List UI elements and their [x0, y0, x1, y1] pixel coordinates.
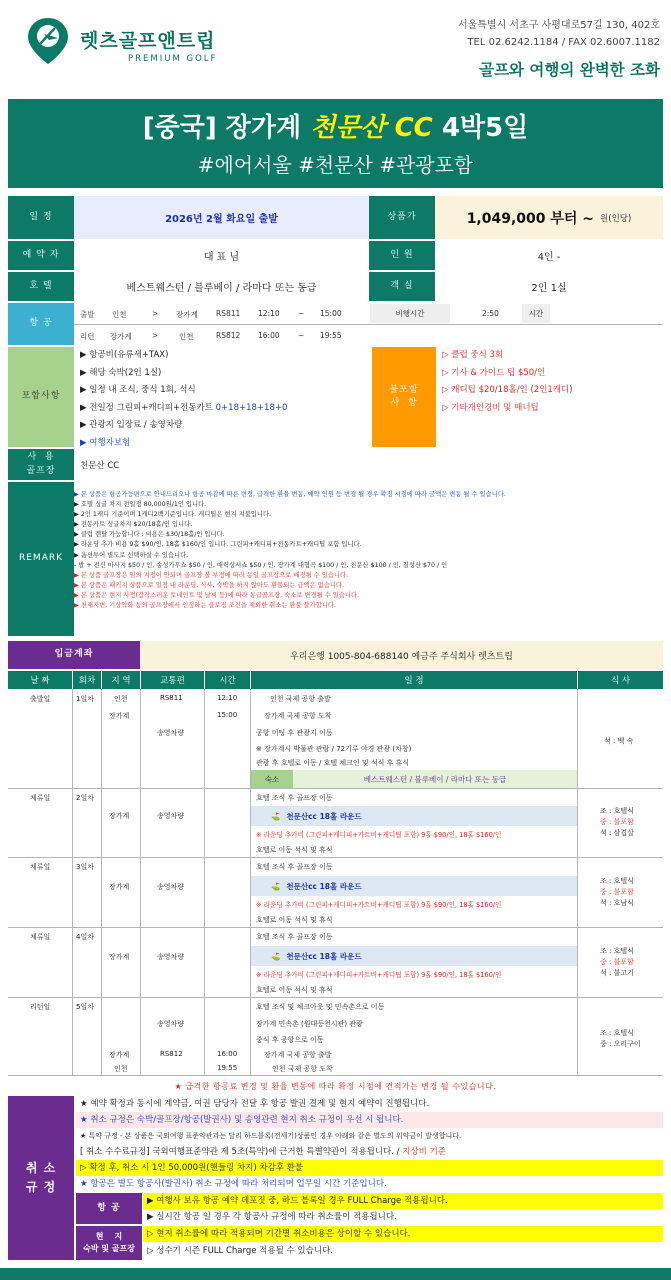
inclusions-list: [80, 347, 287, 452]
remark-item: ▶ 본 상품은 패키지 상품으로 일정 내 라운딩, 식사, 숙박을 하지 않아도 환불되는 금액은 없습니다.: [74, 581, 345, 589]
stay-label: 숙소: [251, 770, 293, 788]
schedule-line: 중식 후 공항으로 이동: [256, 1036, 324, 1044]
schedule-line: 장가계 국제 공항 출발: [264, 1051, 332, 1059]
title-part: 4박5일: [432, 113, 529, 143]
day-region: 장가계: [109, 953, 130, 961]
exclusion-item: ▷ 기사 & 가이드 팁 $50/인: [442, 367, 546, 378]
slogan: 골프와 여행의 완벽한 조화: [479, 61, 660, 79]
meal-item: 조 : 호텔식: [600, 947, 634, 955]
golf-flag-icon: ⛳: [271, 951, 281, 961]
schedule-line: ※ 라운딩 추가비 (그린피+캐디피+카트비+캐디팁 포함) 9홀 $90/인, 18홀 $160/인: [256, 971, 502, 979]
day-number: 4일차: [76, 933, 94, 941]
day-meal: [600, 876, 634, 909]
golf-round-text: 천문산cc 18홀 라운드: [286, 881, 362, 891]
divider: [8, 788, 663, 789]
day-date: 체류일: [30, 863, 51, 871]
divider: [204, 689, 205, 1076]
divider: [140, 689, 141, 1076]
flight-number: RS812: [216, 331, 241, 340]
divider: [8, 857, 663, 858]
cancel-rule: ★ 예약 확정과 동시에 계약금, 여권 담당자 전달 후 항공 발권 결제 및 현지 예약이 진행됩니다.: [80, 1099, 430, 1109]
schedule-line: 호텔 조식 후 골프장 이동: [256, 794, 333, 802]
exclusions-list: [442, 347, 573, 417]
schedule-line: ※ 라운딩 추가비 (그린피+캐디피+카트비+캐디팁 포함) 9홀 $90/인, 18홀 $160/인: [256, 831, 502, 839]
title-part: [중국] 장가계: [142, 113, 311, 143]
cancel-label: 취 소 규 정: [8, 1096, 74, 1260]
remark-item: ▶ 클럽 렌탈 가능합니다 : 비용은 $30/18홀/인 입니다.: [74, 531, 225, 539]
remark-item: ▶ 2인 1캐디 기준이며 1캐디2백기준입니다. 캐디팁은 현지 지불입니다.: [74, 511, 272, 519]
day-region: 장가계: [109, 883, 130, 891]
day-time: 12:10: [217, 694, 238, 702]
cancel-rule: ★ 취소 규정은 숙박/골프장/항공(발권사) 및 송영관련 현지 취소 규정이 우선 시 됩니다.: [76, 1112, 663, 1128]
day-meal: [600, 806, 634, 839]
day-date: 출발일: [30, 695, 51, 703]
flight-to: 장가계: [176, 310, 198, 319]
remark-item: ▶ 전동카트 싱글차지 $20/18홀/인 입니다.: [74, 521, 193, 529]
flight-arrow: >: [152, 309, 159, 318]
flight-arrival: 15:00: [320, 309, 342, 318]
price-unit: 원(인당): [600, 213, 632, 224]
flight-departure: 16:00: [258, 331, 280, 340]
booker-label: 예 약 자: [8, 241, 74, 270]
remark-item: ▶ 본 상품 골프장은 임의 지정이 안되며 골프장 볼 부정에 따라 동일 골프장으로 배정될 수 있습니다.: [74, 571, 349, 579]
meal-item: 석 : 호남식: [600, 899, 634, 907]
col-schedule: 일 정: [251, 671, 577, 689]
col-meal: 식 사: [578, 671, 663, 689]
flight-dash: ~: [298, 331, 305, 340]
price-cell: [435, 196, 663, 239]
remark-item: ▶ 천재지변, 기상악화 등의 골프장에서 인정하는 클로징 조건을 제외한 취소는 환불 불가합니다.: [74, 602, 337, 610]
golf-pin-logo-icon: [22, 14, 74, 66]
col-region: 지 역: [102, 671, 140, 689]
remark-item: - 발 + 전신 마사지 $50 / 인, 송성가무쇼 $50 / 인, 매력상서쇼 $50 / 인, 장가계 대협곡 $100 / 인, 천문산 $100 / 인, 칠성산 $70 / 인: [74, 561, 448, 569]
cancel-rule: ★ 항공은 별도 항공사(발권사) 취소 규정에 따라 처리되며 업무일 시간 기준입니다.: [80, 1179, 387, 1189]
exclusion-item: ▷ 기타개인경비 및 매너팁: [442, 402, 539, 413]
schedule-line: ※ 장가계시 박물관 관람 / 72기루 야경 관광 (차창): [256, 745, 412, 753]
golf-round-text: 천문산cc 18홀 라운드: [286, 811, 362, 821]
schedule-line: 호텔로 이동 석식 및 휴식: [256, 846, 333, 854]
booker-value: 대 표 님: [203, 252, 240, 263]
flight-departure: 12:10: [258, 309, 280, 318]
day-time: 19:55: [217, 1064, 238, 1072]
people-label: 인 원: [369, 241, 435, 270]
col-time: 시간: [205, 671, 250, 689]
divider: [101, 689, 102, 1076]
room-label: 객 실: [369, 272, 435, 301]
day-transport: 송영차량: [157, 1020, 185, 1028]
inclusion-item: ▶ 해당 숙박(2인 1실): [80, 367, 162, 378]
bank-account: 우리은행 1005-804-688140 예금주 주식회사 렛츠트립: [140, 641, 663, 669]
room-value: 2인 1실: [531, 283, 567, 294]
schedule-line: ※ 라운딩 추가비 (그린피+캐디피+카트비+캐디팁 포함) 9홀 $90/인, 18홀 $160/인: [256, 901, 502, 909]
schedule-line: 공항 미팅 후 관광지 이동: [256, 729, 333, 737]
day-number: 5일차: [76, 1003, 94, 1011]
exclusion-item: ▷ 캐디팁 $20/18홀/인 (2인1캐디): [442, 385, 573, 395]
divider: [74, 324, 663, 325]
golf-flag-icon: ⛳: [271, 881, 281, 891]
remark-item: ▶ 호텔 싱글 차지 전일정 80,000원/1인 입니다.: [74, 501, 207, 509]
page-header: [0, 0, 671, 98]
col-day: 회차: [73, 671, 101, 689]
divider: [8, 997, 663, 998]
flight-number: RS811: [216, 309, 241, 318]
inclusion-item: ▶ 여행자보험: [80, 437, 131, 448]
stay-hotels: 베스트웨스턴 / 블루베이 / 라마다 또는 동급: [293, 770, 577, 788]
divider: [72, 689, 73, 1076]
flight-to: 인천: [179, 332, 194, 341]
flight-type: 출발: [80, 310, 95, 319]
air-rule: ▶ 여행사 보유 항공 예약 데포짓 중, 하드 블록일 경우 FULL Charge 적용됩니다.: [143, 1193, 663, 1209]
greenfee-text: ▶ 전일정 그린피+캐디피+전동카트: [80, 402, 216, 413]
day-meal: 석 : 백 숙: [604, 737, 634, 745]
flight-from: 장가계: [110, 332, 132, 341]
price-change-note: ★ 급격한 항공료 변경 및 환율 변동에 따라 확정 시점에 견적가는 변경 될 수있습니다.: [174, 1082, 497, 1091]
day-region: 장가계: [109, 812, 130, 820]
footer-bar: [0, 1268, 671, 1280]
divider: [577, 689, 578, 1076]
day-transport: 송영차량: [157, 883, 185, 891]
departure-value: 2026년 2월 화요일 출발: [74, 196, 369, 239]
meal-item: 석 : 불고기: [600, 969, 634, 977]
remark-item: ▶ 본 상품은 항공가능편으로 안내드리오나 항공 마감에 따른 변경, 급격한 환율 변동, 예약 인원 등 변경 될 경우 확정 시점에 따라 금액은 변동 될 수 있습니다.: [74, 491, 506, 498]
course-label: 사 용 골프장: [8, 449, 74, 480]
brand-name: 렛츠골프앤트립: [80, 30, 216, 52]
company-address: 서울특별시 서초구 사평대로57길 130, 402호: [457, 20, 660, 31]
schedule-line: 호텔 조식 후 골프장 이동: [256, 863, 333, 871]
product-tags: #에어서울 #천문산 #관광포함: [197, 153, 474, 177]
meal-item: 중 : 불포함: [600, 818, 634, 826]
golf-round: [251, 806, 577, 826]
hotel-value: 베스트웨스턴 / 블루베이 / 라마다 또는 동급: [126, 283, 317, 294]
flight-time-value: 2:50: [482, 309, 499, 318]
flight-arrival: 19:55: [320, 331, 342, 340]
brand-subtitle: PREMIUM GOLF: [128, 54, 218, 64]
golf-round: [251, 946, 577, 966]
remark-item: ▶ 라운딩 추가 비용 9홀 $90/인, 18홀 $160/인 입니다. 그린피+캐디피+전동카트+캐디팁 포함 입니다.: [74, 541, 362, 549]
schedule-line: 호텔 조식 후 골프장 이동: [256, 933, 333, 941]
day-date: 체류일: [30, 933, 51, 941]
day-number: 1일차: [76, 695, 94, 703]
schedule-line: 인천 국제 공항 출발: [270, 695, 331, 703]
flight-time-label: 비행시간: [370, 304, 450, 323]
day-region: 장가계: [109, 712, 130, 720]
cancel-rule-basis: 지상비 기준: [402, 1147, 446, 1157]
meal-item: 중 : 불포함: [600, 958, 634, 966]
cancel-rule: ▷ 확정 후, 취소 시 1인 50,000원(핸들링 차지) 차감후 환불: [76, 1160, 663, 1176]
day-transport: 송영차량: [157, 729, 185, 737]
remark-label: REMARK: [8, 482, 74, 636]
day-region: 인천: [114, 1065, 128, 1073]
divider: [8, 927, 663, 928]
day-meal: [600, 1028, 641, 1050]
flight-dash: ~: [298, 309, 305, 318]
day-meal: [600, 946, 634, 979]
remark-item: ▶ 옵션투어 별도로 선택하실 수 있습니다.: [74, 551, 189, 559]
inclusion-item: ▶ 관광지 입장료 / 송영차량: [80, 420, 183, 430]
col-date: 날 짜: [8, 671, 72, 689]
schedule-line: 호텔로 이동 석식 및 휴식: [256, 916, 333, 924]
day-transport: RS812: [160, 1050, 183, 1058]
flight-label: 항 공: [8, 303, 74, 345]
air-label: 항 공: [76, 1193, 142, 1224]
schedule-line: 호텔 조식 및 체크아웃 및 민속촌으로 이동: [256, 1003, 385, 1011]
departure-label: 일 정: [8, 196, 74, 239]
remark-item: ▶ 본 상품은 현지 사정(갑작스러운 토네인트 및 날씨 등)에 따라 동급골프장, 숙소로 변경될 수 있습니다.: [74, 591, 360, 599]
local-label: 현 지 숙박 및 골프장: [76, 1226, 142, 1260]
bank-label: 입금계좌: [8, 641, 140, 669]
product-title: [8, 107, 663, 144]
inclusions-label: 포함사항: [8, 347, 74, 447]
schedule-line: 장가계 민속촌 (원대등천시관) 관광: [256, 1020, 363, 1028]
exclusions-label: 불포함 사 항: [372, 347, 436, 447]
meal-item: 조 : 호텔식: [600, 1029, 634, 1037]
day-transport: RS811: [160, 694, 183, 702]
price-label: 상품가: [369, 196, 435, 239]
day-number: 2일차: [76, 794, 94, 802]
flight-type: 리턴: [80, 332, 95, 341]
hour-label: 시간: [522, 304, 550, 323]
day-region: 장가계: [109, 1051, 130, 1059]
meal-item: 조 : 호텔식: [600, 807, 634, 815]
local-rule: ▷ 성수기 시즌 FULL Charge 적용될 수 있습니다.: [147, 1246, 333, 1256]
schedule-line: 호텔로 이동 석식 및 휴식: [256, 986, 333, 994]
cancel-rule: ★ 특약 규정 - 본 상품은 국외여행 표준약관과는 달리 하드블록(전세기)상품인 경우 아래와 같은 별도의 위약금이 발생합니다.: [80, 1132, 462, 1140]
day-region: 인천: [114, 695, 128, 703]
day-number: 3일차: [76, 863, 94, 871]
price-value: 1,049,000 부터 ~: [466, 210, 595, 227]
golf-round-text: 천문산cc 18홀 라운드: [286, 951, 362, 961]
cancel-rule-text: [ 취소 수수료규정] 국외여행표준약관 제 5조(특약)에 근거한 특별약관이 적용됩니다. /: [80, 1147, 403, 1157]
flight-arrow: >: [152, 331, 159, 340]
air-rule: ▶ 실시간 항공 일 경우 각 항공사 규정에 따라 취소률이 적용됩니다.: [147, 1212, 397, 1222]
meal-item: 중 : 불포함: [600, 888, 634, 896]
local-rule: ▷ 현지 취소률에 따라 적용되며 기간별 취소비용은 상이할 수 있습니다.: [143, 1226, 663, 1242]
hotel-label: 호 텔: [8, 272, 74, 301]
course-value: 천문산 CC: [80, 460, 120, 471]
day-time: 16:00: [217, 1050, 238, 1058]
schedule-line: 장가계 국제 공항 도착: [264, 712, 332, 720]
divider: [8, 1075, 663, 1076]
day-transport: 송영차량: [157, 953, 185, 961]
day-transport: 송영차량: [157, 812, 185, 820]
day-date: 체류일: [30, 794, 51, 802]
day-time: 15:00: [217, 711, 238, 719]
inclusion-item-greenfee: [80, 400, 287, 418]
golf-round: [251, 876, 577, 896]
inclusion-item: ▶ 일정 내 조식, 중식 1회, 석식: [80, 385, 196, 395]
day-date: 리턴일: [30, 1003, 51, 1011]
people-value: 4인 -: [537, 252, 561, 263]
remark-list: [74, 490, 659, 611]
company-phone: TEL 02.6242.1184 / FAX 02.6007.1182: [467, 37, 660, 48]
exclusion-item: ▷ 클럽 중식 3회: [442, 350, 504, 360]
meal-item: 석 : 삼겹살: [600, 829, 634, 837]
inclusion-item: ▶ 항공비(유류세+TAX): [80, 350, 169, 360]
meal-item: 중 : 오리구이: [600, 1040, 641, 1048]
golf-flag-icon: ⛳: [271, 811, 281, 821]
schedule-line: 인천 국제 공항 도착: [272, 1065, 333, 1073]
flight-from: 인천: [112, 310, 127, 319]
title-banner: [8, 99, 663, 188]
greenfee-rounds: 0+18+18+18+0: [215, 402, 288, 413]
meal-item: 조 : 호텔식: [600, 877, 634, 885]
title-highlight: 천문산 CC: [310, 113, 433, 143]
schedule-line: 관광 후 호텔로 이동 / 호텔 체크인 및 석식 후 휴식: [256, 759, 410, 767]
col-transport: 교통편: [141, 671, 204, 689]
cancel-rule: [76, 1144, 663, 1160]
